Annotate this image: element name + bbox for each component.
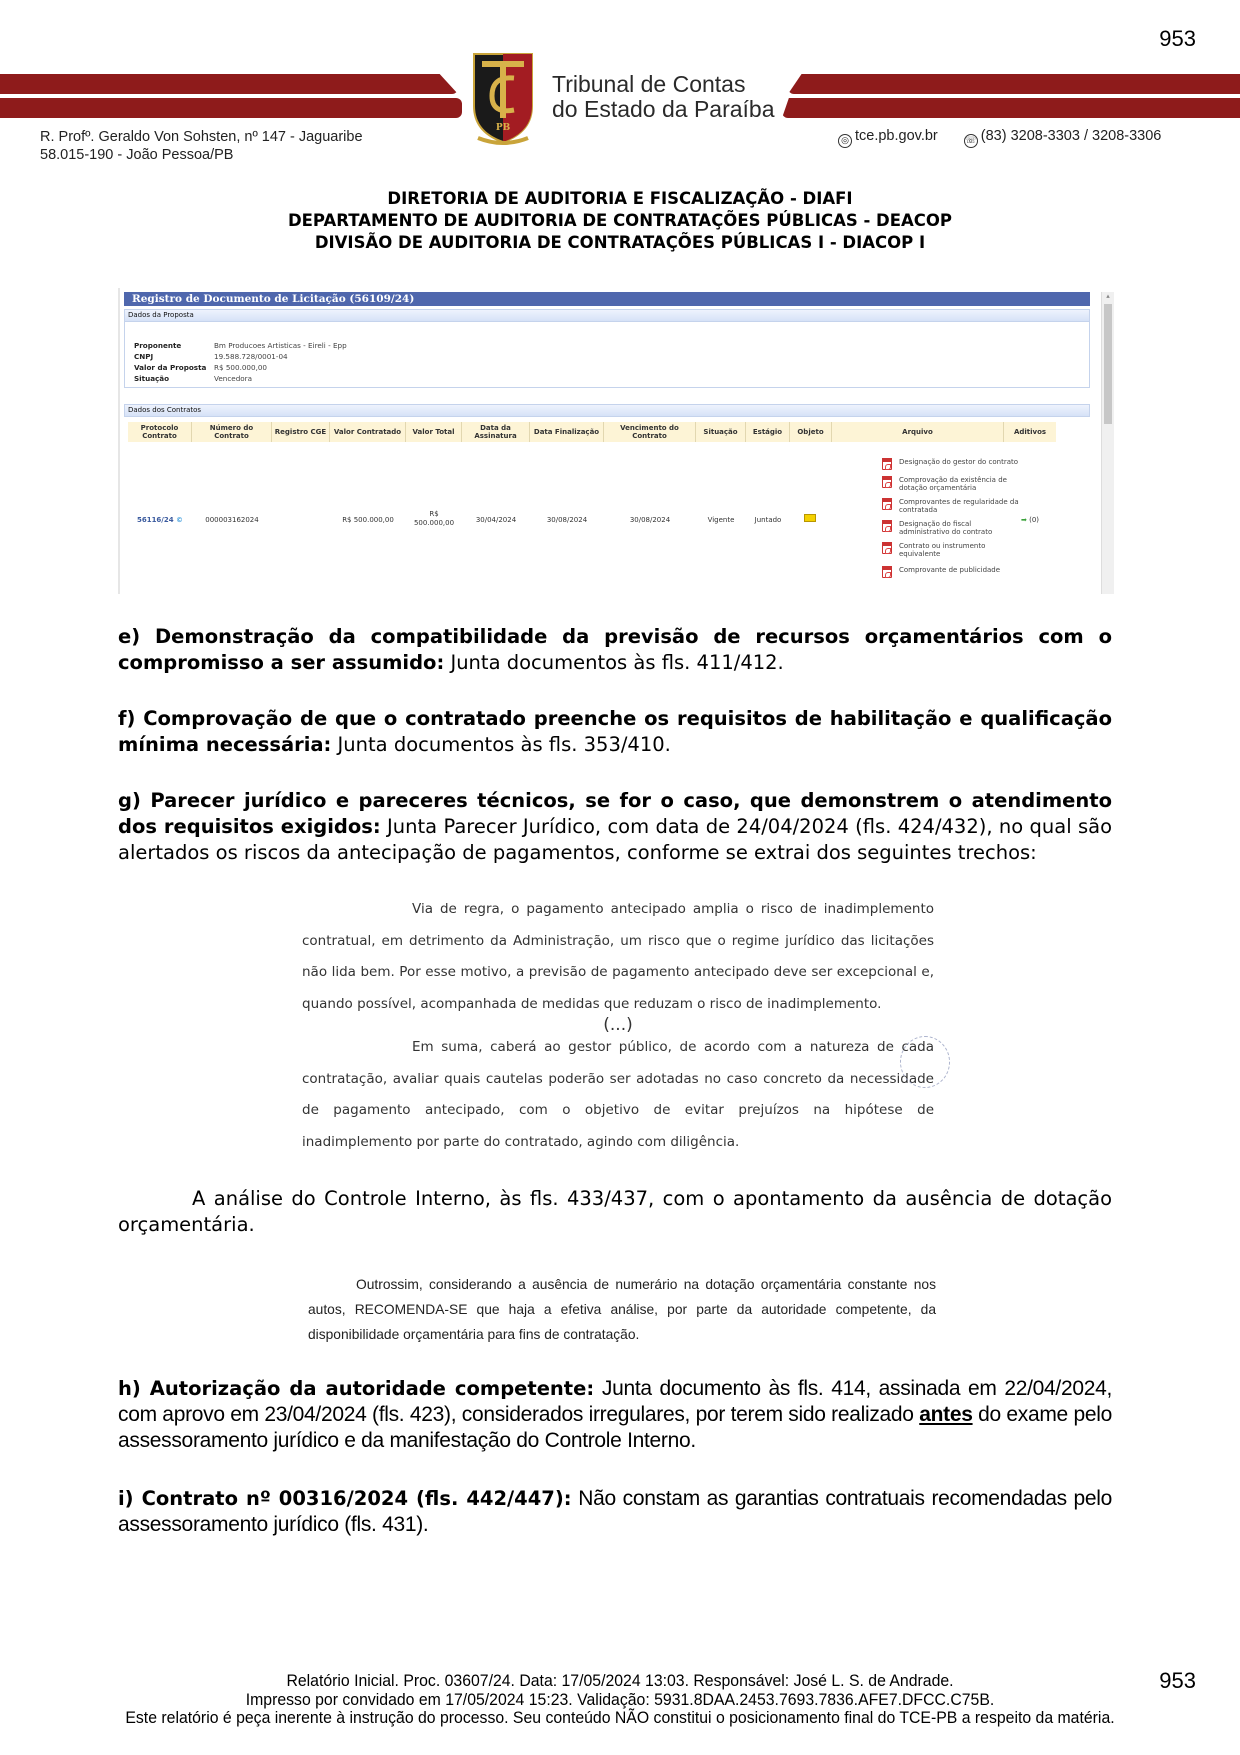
scrollbar-thumb[interactable] [1104,304,1112,424]
item-g [118,788,1112,866]
quote-ellipsis: (...) [603,1015,633,1035]
data-finalizacao: 30/08/2024 [546,516,588,524]
field-value: Vencedora [214,374,253,383]
file-label: Designação do gestor do contrato [899,458,1019,466]
data-assinatura: 30/04/2024 [475,516,517,524]
department-line: DIRETORIA DE AUDITORIA E FISCALIZAÇÃO - DIAFI [387,189,853,208]
valor-total-currency: R$ [429,510,439,518]
decorative-bar [788,74,1240,94]
field-value: 19.588.728/0001-04 [214,352,288,361]
protocol-text: 56116/24 [136,516,174,524]
contracts-section-header: Dados dos Contratos [124,404,1090,417]
item-e [118,624,1112,676]
item-h [118,1376,1112,1454]
quote-paragraph: Em suma, caberá ao gestor público, de acordo com a natureza de cada contratação, avaliar quais cautelas poderão ser adotadas no caso concreto da necessidade de pagamento antecipado, com o objetivo de evitar prejuízos na hipótese de inadimplemento por parte do contratado, agindo com diligência. [302,1039,934,1150]
aditivos-count: (0) [1029,516,1040,524]
address-line: R. Profº. Geraldo Von Sohsten, nº 147 - Jaguaribe [40,129,363,145]
contract-number: 000003162024 [205,516,259,524]
column-header: Data Finalização [530,422,604,442]
decorative-bar [0,74,458,94]
field-label: Valor da Proposta [134,363,207,372]
column-header: Valor Contratado [330,422,406,442]
item-i [118,1486,1112,1538]
column-header: Objeto [790,422,832,442]
column-header: Data da Assinatura [462,422,530,442]
field-label: CNPJ [134,352,154,361]
brand-line: do Estado da Paraíba [552,96,775,122]
file-link[interactable] [882,476,1042,492]
footer [43,1672,1196,1728]
item-heading: i) Contrato nº 00316/2024 (fls. 442/447): [118,1487,572,1510]
pdf-icon [882,566,892,578]
file-label: Designação do fiscal administrativo do contrato [899,520,993,536]
phone-text: (83) 3208-3303 / 3208-3306 [980,128,1162,144]
item-text: Junta Parecer Jurídico, com data de 24/04/2024 (fls. 424/432), no qual são alertados os riscos da antecipação de pagamentos, conforme se extrai dos seguintes trechos: [118,815,1112,864]
pdf-icon [882,498,892,510]
pdf-icon [882,542,892,554]
column-header: Estágio [746,422,790,442]
pdf-icon [882,520,892,532]
proposal-field [134,362,267,373]
tce-crest-logo-icon [468,48,538,148]
column-header: Número do Contrato [192,422,272,442]
column-header: Valor Total [406,422,462,442]
pdf-icon [882,458,892,470]
screenshot-title: Registro de Documento de Licitação (56109/24) [124,292,1090,306]
file-link[interactable] [882,458,1042,470]
controle-interno-paragraph [118,1186,1112,1238]
file-link[interactable] [882,542,1042,558]
item-text: Junta documentos às fls. 353/410. [331,733,671,756]
item-text: Não constam as garantias contratuais recomendadas pelo assessoramento jurídico (fls. 431). [118,1487,1112,1536]
item-heading: h) Autorização da autoridade competente: [118,1377,595,1400]
brand-name [552,72,775,122]
item-text: Junta documento às fls. 414, assinada em 22/04/2024, com aprovo em 23/04/2024 (fls. 423), considerados irregulares, por terem sido realizado [118,1377,1113,1426]
footer-line: Este relatório é peça inerente à instrução do processo. Seu conteúdo NÃO constitui o posicionamento final do TCE-PB a respeito da matéria. [125,1708,1115,1727]
file-link[interactable] [882,498,1042,514]
emphasis-underlined: antes [919,1403,973,1426]
field-value: R$ 500.000,00 [214,363,268,372]
item-heading: f) Comprovação de que o contratado preenche os requisitos de habilitação e qualificação mínima necessária: [118,707,1112,756]
quoted-controle-interno [308,1272,936,1347]
pdf-icon [882,476,892,488]
proposal-field [134,351,288,362]
whatsapp-phone-icon: ☏ [964,134,978,148]
column-header: Registro CGE [272,422,330,442]
situacao: Vigente [707,516,735,524]
item-text: Junta documentos às fls. 411/412. [444,651,784,674]
address-line: 58.015-190 - João Pessoa/PB [40,147,234,163]
website-text: tce.pb.gov.br [855,128,938,144]
decorative-bar [782,98,1240,118]
phone [964,128,1162,148]
aditivos[interactable] [1004,516,1056,525]
column-header: Situação [696,422,746,442]
address [40,128,363,164]
contact-info [838,128,1161,148]
item-heading: g) Parecer jurídico e pareceres técnicos, se for o caso, que demonstrem o atendimento dos requisitos exigidos: [118,789,1112,838]
item-text: do exame pelo assessoramento jurídico e da manifestação do Controle Interno. [118,1403,1112,1452]
file-label: Comprovante de publicidade [899,566,1001,574]
stamp-mark [900,1036,950,1088]
protocol-link[interactable] [128,516,192,525]
quote-paragraph: Via de regra, o pagamento antecipado amplia o risco de inadimplemento contratual, em detrimento da Administração, um risco que o regime jurídico das licitações não lida bem. Por esse motivo, a previsão de pagamento antecipado deve ser excepcional e, quando possível, acompanhada de medidas que reduzam o risco de inadimplemento. [302,901,934,1012]
item-f [118,706,1112,758]
add-aditivo-icon[interactable]: ➡ [1020,516,1027,524]
field-label: Situação [134,374,170,383]
field-value: Bm Producoes Artisticas - Eireli - Epp [214,341,347,350]
page-number-top: 953 [1159,26,1196,51]
column-header: Arquivo [832,422,1004,442]
website[interactable] [838,128,938,148]
file-label: Comprovação da existência de dotação orçamentária [899,476,1007,492]
scroll-up-arrow-icon[interactable]: ▴ [1106,292,1110,300]
svg-text:PB: PB [495,123,511,133]
department-line: DIVISÃO DE AUDITORIA DE CONTRATAÇÕES PÚBLICAS I - DIACOP I [314,233,926,252]
objeto-note-icon[interactable] [804,514,816,522]
column-header: Vencimento do Contrato [604,422,696,442]
footer-line: Relatório Inicial. Proc. 03607/24. Data: 17/05/2024 13:03. Responsável: José L. S. de Andrade. [286,1671,954,1690]
proposal-field [134,373,252,384]
file-label: Contrato ou instrumento equivalente [899,542,986,558]
file-label: Comprovantes de regularidade da contratada [899,498,1019,514]
embedded-system-screenshot [118,288,1114,594]
decorative-bar [0,98,462,118]
brand-line: Tribunal de Contas [552,71,746,97]
department-line: DEPARTAMENTO DE AUDITORIA DE CONTRATAÇÕES PÚBLICAS - DEACOP [287,211,953,230]
field-label: Proponente [134,341,182,350]
valor-contratado: R$ 500.000,00 [342,516,394,524]
item-heading: e) Demonstração da compatibilidade da previsão de recursos orçamentários com o compromisso a ser assumido: [118,625,1112,674]
proposal-field [134,340,347,351]
info-icon[interactable]: © [176,516,184,524]
department-heading [0,188,1240,254]
footer-line: Impresso por convidado em 17/05/2024 15:23. Validação: 5931.8DAA.2453.7693.7836.AFE7.DFCC.C75B. [245,1689,995,1709]
globe-icon: ◎ [838,134,852,148]
quote-paragraph: Outrossim, considerando a ausência de numerário na dotação orçamentária constante nos autos, RECOMENDA-SE que haja a efetiva análise, por parte da autoridade competente, da disponibilidade orçamentária para fins de contratação. [308,1277,936,1342]
valor-total [406,510,462,528]
estagio: Juntado [754,516,782,524]
file-link[interactable] [882,566,1042,578]
column-header: Protocolo Contrato [128,422,192,442]
page-number-bottom: 953 [1159,1668,1196,1693]
quoted-legal-opinion [302,894,934,1158]
column-header: Aditivos [1004,422,1056,442]
valor-total-amount: 500.000,00 [413,519,455,527]
proposal-section-header: Dados da Proposta [124,309,1090,322]
paragraph-text: A análise do Controle Interno, às fls. 433/437, com o apontamento da ausência de dotação orçamentária. [118,1187,1112,1236]
vencimento: 30/08/2024 [629,516,671,524]
